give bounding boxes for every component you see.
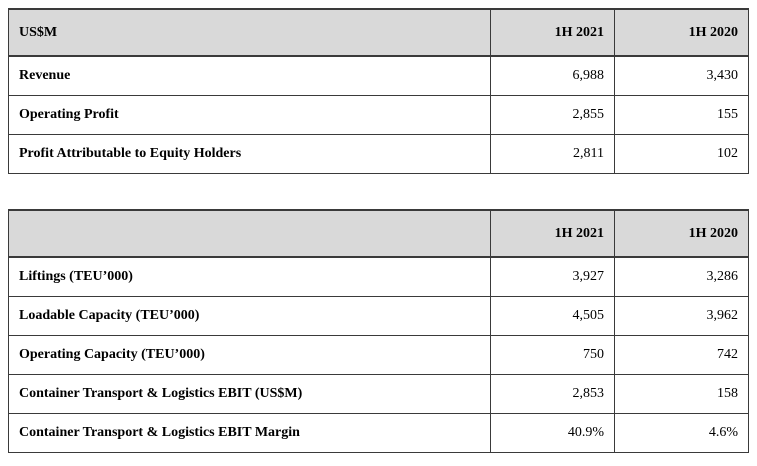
- value-1h-2020: 4.6%: [615, 414, 749, 453]
- operating-metrics-table: [8, 209, 749, 453]
- value-1h-2020: 3,430: [615, 56, 749, 96]
- row-label: Operating Profit: [9, 96, 491, 135]
- header-1h-2020: 1H 2020: [615, 9, 749, 56]
- row-label: Loadable Capacity (TEU’000): [9, 297, 491, 336]
- value-1h-2020: 3,286: [615, 257, 749, 297]
- header-1h-2020: 1H 2020: [615, 210, 749, 257]
- row-label: Profit Attributable to Equity Holders: [9, 135, 491, 174]
- value-1h-2021: 2,855: [491, 96, 615, 135]
- value-1h-2020: 158: [615, 375, 749, 414]
- value-1h-2020: 742: [615, 336, 749, 375]
- table-header-row: [9, 210, 749, 257]
- header-blank: [9, 210, 491, 257]
- row-label: Liftings (TEU’000): [9, 257, 491, 297]
- table-row-ctl-ebit: [9, 375, 749, 414]
- value-1h-2021: 3,927: [491, 257, 615, 297]
- row-label: Container Transport & Logistics EBIT Margin: [9, 414, 491, 453]
- row-label: Revenue: [9, 56, 491, 96]
- value-1h-2021: 4,505: [491, 297, 615, 336]
- table-row-operating-profit: [9, 96, 749, 135]
- row-label: Container Transport & Logistics EBIT (US$M): [9, 375, 491, 414]
- header-currency: US$M: [9, 9, 491, 56]
- financial-results-table: [8, 8, 749, 174]
- table-row-liftings: [9, 257, 749, 297]
- header-1h-2021: 1H 2021: [491, 9, 615, 56]
- value-1h-2021: 750: [491, 336, 615, 375]
- header-1h-2021: 1H 2021: [491, 210, 615, 257]
- table-row-ctl-ebit-margin: [9, 414, 749, 453]
- table-row-revenue: [9, 56, 749, 96]
- table-header-row: [9, 9, 749, 56]
- value-1h-2020: 155: [615, 96, 749, 135]
- value-1h-2020: 3,962: [615, 297, 749, 336]
- value-1h-2021: 2,853: [491, 375, 615, 414]
- value-1h-2021: 2,811: [491, 135, 615, 174]
- value-1h-2021: 40.9%: [491, 414, 615, 453]
- table-row-operating-capacity: [9, 336, 749, 375]
- value-1h-2021: 6,988: [491, 56, 615, 96]
- value-1h-2020: 102: [615, 135, 749, 174]
- row-label: Operating Capacity (TEU’000): [9, 336, 491, 375]
- table-row-loadable-capacity: [9, 297, 749, 336]
- table-row-profit-attributable: [9, 135, 749, 174]
